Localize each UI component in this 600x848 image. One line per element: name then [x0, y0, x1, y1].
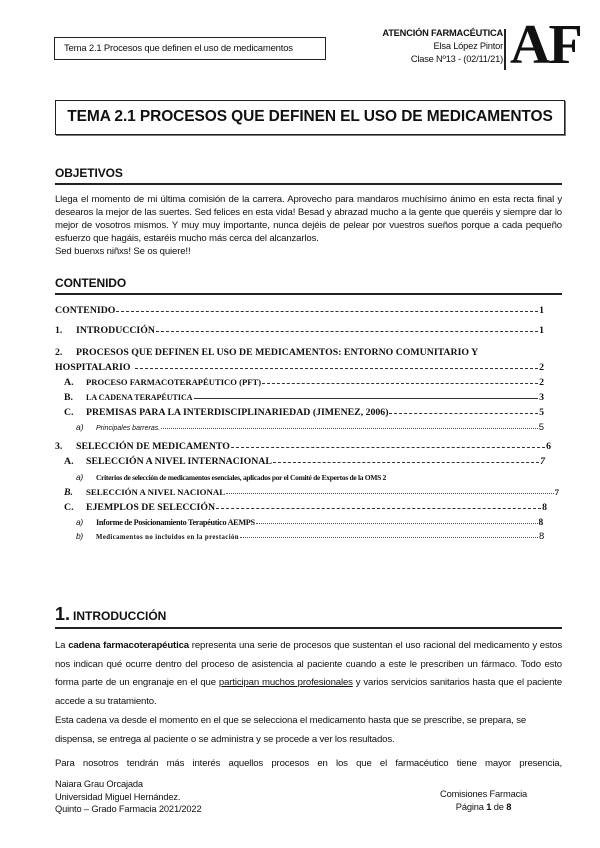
- bold-term: cadena farmacoterapéutica: [68, 640, 189, 651]
- paragraph-text: Esta cadena va desde el momento en el que se selecciona el medicamento hasta que se prescribe, se prepara, se dispensa, se entrega al paciente o se administra y se procede a ver los resultados.: [55, 715, 527, 745]
- toc-entry-seleccion-internacional[interactable]: [64, 456, 545, 467]
- introduccion-paragraph-1: [55, 637, 562, 711]
- toc-leader: [116, 311, 538, 312]
- footer-page-number: [440, 801, 527, 814]
- toc-number: a): [76, 517, 83, 527]
- toc-leader: [156, 331, 538, 332]
- underlined-phrase: participan muchos profesionales: [218, 677, 353, 688]
- toc-entry-procesos-line1[interactable]: [55, 347, 544, 358]
- toc-label: Informe de Posicionamiento Terapéutico AEMPS: [96, 518, 255, 527]
- toc-leader: [256, 523, 538, 524]
- toc-number: 3.: [55, 441, 63, 452]
- objetivos-closing: Sed buenxs niñxs! Se os quiere!!: [55, 246, 191, 257]
- page-current: 1: [486, 801, 492, 812]
- toc-entry-informe-posicionamiento[interactable]: [76, 517, 543, 528]
- toc-number: B.: [64, 392, 73, 403]
- page-label: Página: [455, 801, 484, 812]
- footer-course-year: Quinto – Grado Farmacia 2021/2022: [55, 804, 202, 814]
- toc-leader: [216, 508, 541, 509]
- toc-entry-contenido[interactable]: [55, 305, 544, 316]
- toc-leader: [226, 493, 554, 494]
- toc-label: Principales barreras.: [96, 425, 161, 432]
- toc-label: PROCESO FARMACOTERAPÉUTICO (PFT): [86, 377, 262, 387]
- page-total: 8: [506, 801, 512, 812]
- toc-label: SELECCIÓN A NIVEL NACIONAL: [86, 487, 226, 497]
- introduccion-number: 1.: [55, 604, 71, 624]
- toc-number: a): [76, 472, 83, 482]
- toc-number: b): [76, 531, 83, 541]
- toc-page: 8: [538, 518, 543, 528]
- toc-page: 2: [539, 377, 544, 388]
- text-run: La: [55, 640, 69, 651]
- toc-entry-medicamentos-no-incluidos[interactable]: [76, 531, 544, 542]
- introduccion-heading: [55, 604, 562, 629]
- paragraph-text: Para nosotros tendrán más interés aquellos procesos en los que el farmacéutico tiene mayor presencia,: [55, 758, 562, 769]
- introduccion-title: INTRODUCCIÓN: [73, 609, 167, 623]
- footer-group: Comisiones Farmacia: [440, 789, 528, 799]
- toc-number: B.: [64, 487, 73, 498]
- toc-page: 5: [538, 422, 544, 433]
- toc-label: Criterios de selección de medicamentos esenciales, aplicados por el Comité de Expertos de la OMS 2: [96, 473, 386, 482]
- toc-label: INTRODUCCIÓN: [76, 325, 155, 336]
- toc-entry-criterios-seleccion[interactable]: [76, 472, 544, 482]
- toc-page: 2: [539, 362, 544, 373]
- toc-label: PROCESOS QUE DEFINEN EL USO DE MEDICAMENTOS: ENTORNO COMUNITARIO Y: [76, 347, 479, 358]
- toc-entry-seleccion-nacional[interactable]: [64, 487, 559, 498]
- toc-leader: [262, 383, 538, 384]
- toc-label: SELECCIÓN A NIVEL INTERNACIONAL: [86, 456, 272, 467]
- footer-author: Naiara Grau Orcajada: [55, 779, 143, 789]
- toc-entry-ejemplos-seleccion[interactable]: [64, 502, 547, 513]
- toc-entry-procesos-line2[interactable]: [55, 362, 544, 373]
- toc-leader: [273, 462, 539, 463]
- toc-page: 3: [539, 392, 544, 403]
- toc-entry-premisas[interactable]: [64, 407, 544, 418]
- footer-university: Universidad Miguel Hernández.: [55, 791, 181, 802]
- toc-page: 7: [554, 487, 559, 497]
- toc-page: 1: [539, 305, 544, 316]
- header-professor: Elsa López Pintor: [433, 41, 503, 51]
- toc-label: SELECCIÓN DE MEDICAMENTO: [76, 441, 230, 452]
- header-logo: AF: [510, 14, 581, 76]
- header-topic-text: Tema 2.1 Procesos que definen el uso de medicamentos: [64, 43, 293, 54]
- toc-page: 7: [540, 456, 545, 467]
- toc-label: HOSPITALARIO: [55, 362, 131, 373]
- toc-number: A.: [64, 456, 74, 467]
- contenido-heading: CONTENIDO: [55, 276, 562, 295]
- toc-leader: [231, 447, 545, 448]
- toc-page: 1: [539, 325, 544, 336]
- toc-leader: [240, 537, 538, 538]
- page-sep: de: [493, 801, 504, 812]
- toc-label: LA CADENA TERAPÉUTICA: [86, 393, 193, 402]
- toc-page: 6: [546, 441, 551, 452]
- header-class-info: Clase Nº13 - (02/11/21): [410, 54, 503, 64]
- toc-entry-seleccion-medicamento[interactable]: [55, 441, 551, 452]
- text-run: representa una serie de procesos que sustentan el uso racional del medicamento y estos nos indican qué ocurre dentro del proceso de asistencia al paciente cuando a este le prescriben un fármaco. Todo esto forma parte de un engranaje en el que: [55, 640, 562, 688]
- objetivos-heading: OBJETIVOS: [55, 166, 562, 185]
- toc-number: 2.: [55, 347, 63, 358]
- introduccion-paragraph-2: [55, 712, 562, 749]
- toc-entry-introduccion[interactable]: [55, 325, 544, 336]
- toc-leader: [194, 398, 539, 399]
- page-title: TEMA 2.1 PROCESOS QUE DEFINEN EL USO DE MEDICAMENTOS: [55, 100, 565, 135]
- toc-leader: [135, 368, 539, 369]
- toc-entry-cadena-terapeutica[interactable]: [64, 392, 544, 403]
- introduccion-paragraph-3: [55, 755, 562, 774]
- header-course: ATENCIÓN FARMACÉUTICA: [382, 28, 503, 38]
- toc-number: C.: [64, 407, 74, 418]
- toc-leader: [161, 428, 538, 429]
- toc-number: C.: [64, 502, 74, 513]
- toc-label: Medicamentos no incluidos en la prestación: [96, 534, 239, 541]
- toc-entry-proceso-farmacoterapeutico[interactable]: [64, 377, 544, 388]
- toc-number: a): [76, 422, 84, 432]
- toc-leader: [389, 413, 538, 414]
- text-run: y varios servicios sanitarios hasta que el paciente accede a su tratamiento.: [55, 677, 562, 707]
- toc-number: 1.: [55, 325, 63, 336]
- toc-label: CONTENIDO: [55, 305, 116, 316]
- toc-number: A.: [64, 377, 74, 388]
- toc-label: EJEMPLOS DE SELECCIÓN: [86, 502, 216, 513]
- toc-label: PREMISAS PARA LA INTERDISCIPLINARIEDAD (JIMENEZ, 2006): [86, 407, 389, 418]
- toc-page: 5: [539, 407, 544, 418]
- toc-page: 8: [539, 531, 544, 542]
- footer-left: [55, 776, 201, 816]
- toc-page: 8: [542, 502, 547, 513]
- objetivos-paragraph: Llega el momento de mi última comisión de la carrera. Aprovecho para mandaros muchísimo ánimo en esta recta final y desearos la mejor de las suertes. Sed felices en esta vida! Besad y abrazad mucho a la gente que queréis y siempre dar lo mejor de vosotros mismos. Y muy muy importante, nunca dejéis de pelear por vuestros sueños porque a cada pequeño esfuerzo que hagáis, estaréis mucho más cerca del alcanzarlos.: [55, 194, 562, 244]
- toc-entry-principales-barreras[interactable]: [76, 422, 544, 433]
- footer-right: [440, 788, 527, 813]
